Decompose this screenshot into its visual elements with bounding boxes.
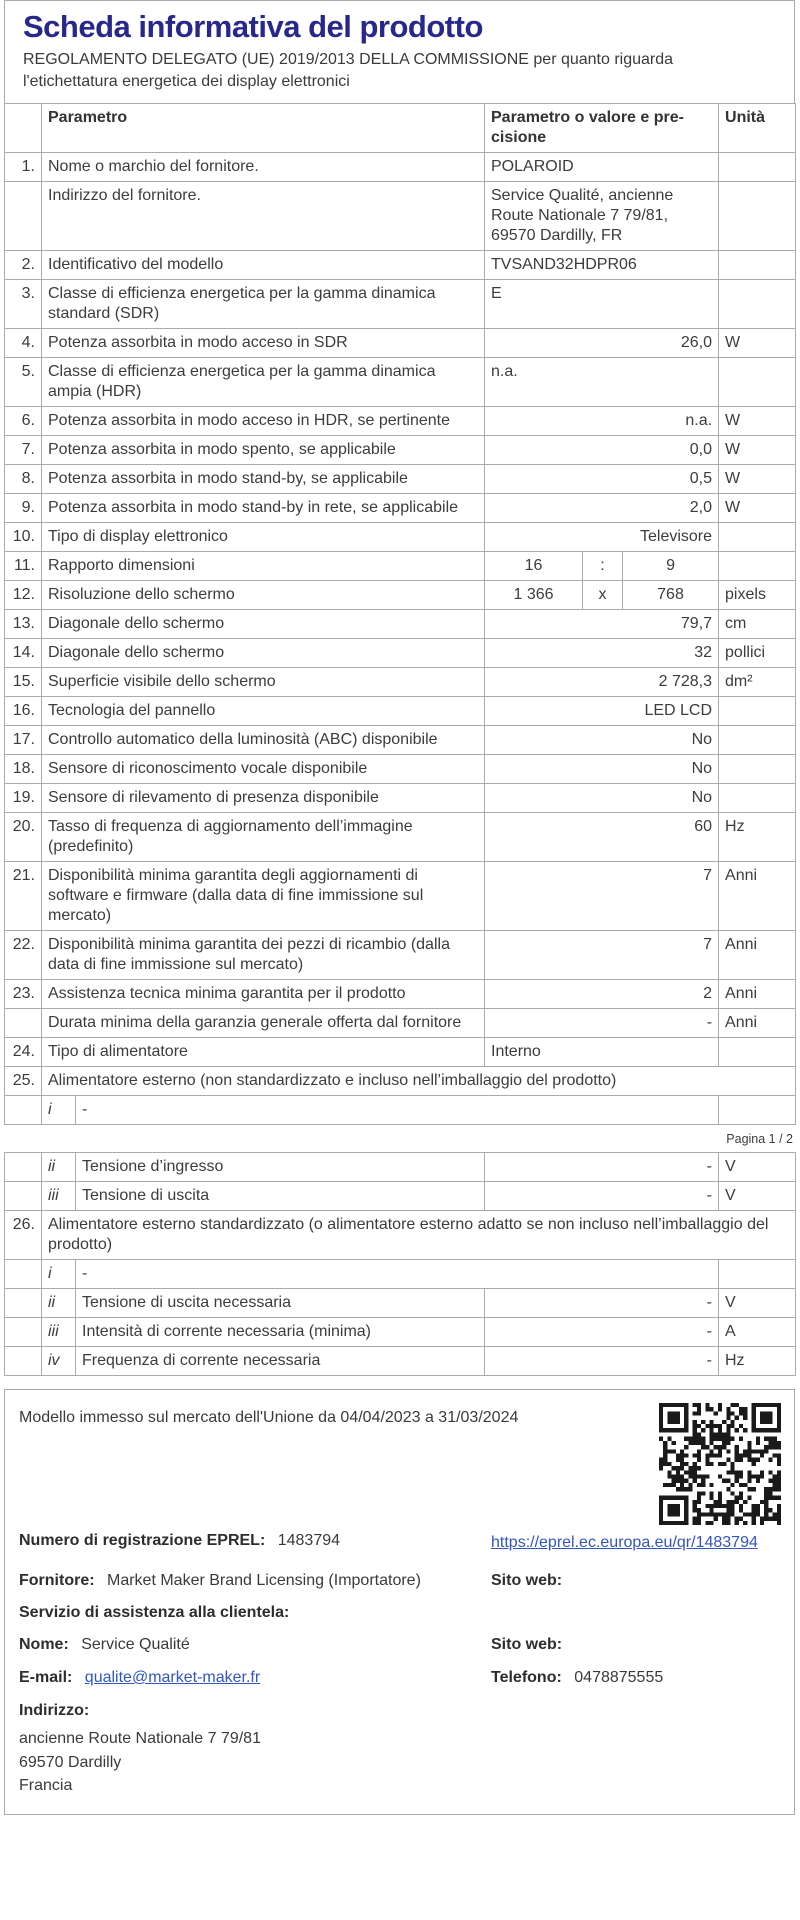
num-cell: 20. [5, 813, 42, 862]
page-title: Scheda informativa del prodotto [23, 9, 483, 44]
num-cell: 1. [5, 153, 42, 182]
website-label: Sito web: [491, 1572, 563, 1589]
table-row [5, 153, 796, 182]
table-row [5, 813, 796, 862]
value-cell: No [485, 784, 719, 813]
unit-cell [719, 1260, 796, 1289]
unit-cell: Hz [719, 1347, 796, 1376]
param-cell: Risoluzione dello schermo [42, 581, 485, 610]
num-cell: 18. [5, 755, 42, 784]
param-cell: Disponibilità minima garantita dei pezzi di ricambio (dalla data di fine immissione sul mercato) [42, 931, 485, 980]
roman-numeral-cell: iii [42, 1318, 76, 1347]
param-cell: Diagonale dello schermo [42, 639, 485, 668]
value-cell-left: 1 366 [485, 581, 583, 610]
value-cell: 32 [485, 639, 719, 668]
num-cell: 21. [5, 862, 42, 931]
unit-cell: Anni [719, 862, 796, 931]
value-cell: 79,7 [485, 610, 719, 639]
table-row [5, 1211, 796, 1260]
num-cell: 12. [5, 581, 42, 610]
param-cell: Rapporto dimensioni [42, 552, 485, 581]
table-row [5, 182, 796, 251]
supplier-label: Fornitore: [19, 1572, 95, 1589]
footer-box [4, 1389, 795, 1815]
eprel-label: Numero di registrazione EPREL: [19, 1532, 266, 1549]
unit-cell: A [719, 1318, 796, 1347]
unit-cell: V [719, 1289, 796, 1318]
num-cell: 17. [5, 726, 42, 755]
unit-cell [719, 280, 796, 329]
num-cell: 8. [5, 465, 42, 494]
num-cell [5, 1289, 42, 1318]
value-cell: - [485, 1347, 719, 1376]
unit-cell [719, 726, 796, 755]
unit-cell: dm² [719, 668, 796, 697]
unit-cell: pollici [719, 639, 796, 668]
customer-service-label: Servizio di assistenza alla clientela: [19, 1604, 290, 1621]
param-cell: Frequenza di corrente necessaria [76, 1347, 485, 1376]
table-row [5, 1067, 796, 1096]
dash-cell: - [76, 1260, 719, 1289]
param-cell: Assistenza tecnica minima garantita per il prodotto [42, 980, 485, 1009]
value-cell: E [485, 280, 719, 329]
num-cell: 2. [5, 251, 42, 280]
param-cell: Tensione di uscita [76, 1182, 485, 1211]
service-name-line [19, 1636, 491, 1654]
parameters-table-page1 [4, 103, 796, 1125]
roman-numeral-cell: iv [42, 1347, 76, 1376]
num-cell: 19. [5, 784, 42, 813]
table-row [5, 251, 796, 280]
table-row [5, 1260, 796, 1289]
value-cell: No [485, 755, 719, 784]
param-cell: Indirizzo del fornitore. [42, 182, 485, 251]
num-cell: 11. [5, 552, 42, 581]
value-cell: n.a. [485, 407, 719, 436]
roman-numeral-cell: ii [42, 1289, 76, 1318]
address-line: 69570 Dardilly [19, 1753, 122, 1771]
table-row [5, 862, 796, 931]
page-indicator: Pagina 1 / 2 [726, 1132, 793, 1146]
phone-number: 0478875555 [574, 1669, 664, 1686]
table-row [5, 980, 796, 1009]
table-row [5, 358, 796, 407]
unit-cell [719, 1038, 796, 1067]
num-cell: 23. [5, 980, 42, 1009]
table-row [5, 784, 796, 813]
regulation-subtitle: REGOLAMENTO DELEGATO (UE) 2019/2013 DELLA COMMISSIONE per quanto riguarda l'etichettatura energetica dei display elettronici [23, 51, 674, 90]
unit-cell: W [719, 494, 796, 523]
num-cell: 3. [5, 280, 42, 329]
supplier-name: Market Maker Brand Licensing (Importatore) [107, 1572, 421, 1589]
unit-cell: pixels [719, 581, 796, 610]
eprel-number: 1483794 [277, 1532, 341, 1549]
value-cell: Interno [485, 1038, 719, 1067]
value-cell: 26,0 [485, 329, 719, 358]
table-row [5, 639, 796, 668]
value-cell: n.a. [485, 358, 719, 407]
value-cell: 7 [485, 931, 719, 980]
market-period-line [19, 1407, 639, 1428]
num-cell: 10. [5, 523, 42, 552]
unit-cell [719, 358, 796, 407]
num-cell [5, 1318, 42, 1347]
table-row [5, 931, 796, 980]
value-cell-right: 9 [623, 552, 719, 581]
parameters-table-page2 [4, 1152, 796, 1376]
table-row [5, 668, 796, 697]
value-cell: 0,5 [485, 465, 719, 494]
param-cell: Sensore di riconoscimento vocale disponibile [42, 755, 485, 784]
email-label: E-mail: [19, 1669, 73, 1686]
value-cell: LED LCD [485, 697, 719, 726]
value-cell: 60 [485, 813, 719, 862]
unit-cell: W [719, 329, 796, 358]
value-cell: - [485, 1009, 719, 1038]
value-cell: 2 [485, 980, 719, 1009]
unit-cell [719, 251, 796, 280]
num-cell [5, 1347, 42, 1376]
value-cell-left: 16 [485, 552, 583, 581]
value-cell: 0,0 [485, 436, 719, 465]
num-cell: 22. [5, 931, 42, 980]
num-cell: 24. [5, 1038, 42, 1067]
num-cell [5, 1182, 42, 1211]
unit-cell [719, 697, 796, 726]
eprel-registration [19, 1532, 491, 1550]
phone-line [491, 1669, 780, 1687]
table-row [5, 726, 796, 755]
value-cell: 7 [485, 862, 719, 931]
table-row [5, 697, 796, 726]
table-row [5, 407, 796, 436]
value-cell: 2 728,3 [485, 668, 719, 697]
unit-cell: cm [719, 610, 796, 639]
unit-cell [719, 153, 796, 182]
value-cell: Service Qualité, ancienne Route Nationale 7 79/81, 69570 Dardilly, FR [485, 182, 719, 251]
address-line: Francia [19, 1777, 73, 1794]
supplier-line [19, 1572, 491, 1590]
num-cell [5, 1096, 42, 1125]
table-row [5, 610, 796, 639]
unit-cell: W [719, 465, 796, 494]
unit-cell: W [719, 407, 796, 436]
num-cell: 4. [5, 329, 42, 358]
param-cell: Disponibilità minima garantita degli aggiornamenti di software e firmware (dalla data di fine immissione sul mercato) [42, 862, 485, 931]
eprel-link[interactable]: https://eprel.ec.europa.eu/qr/1483794 [491, 1534, 758, 1551]
num-cell: 9. [5, 494, 42, 523]
num-cell: 14. [5, 639, 42, 668]
value-cell: - [485, 1153, 719, 1182]
table-row [5, 494, 796, 523]
fiche-header [4, 0, 795, 104]
value-cell: TVSAND32HDPR06 [485, 251, 719, 280]
param-cell: Tecnologia del pannello [42, 697, 485, 726]
num-cell: 5. [5, 358, 42, 407]
roman-numeral-cell: ii [42, 1153, 76, 1182]
num-cell: 16. [5, 697, 42, 726]
website2-label: Sito web: [491, 1636, 563, 1653]
table-row [5, 1096, 796, 1125]
unit-cell: Anni [719, 931, 796, 980]
value-cell: - [485, 1289, 719, 1318]
unit-cell [719, 1096, 796, 1125]
table-row [5, 581, 796, 610]
value-cell: - [485, 1182, 719, 1211]
section-param-cell: Alimentatore esterno (non standardizzato e incluso nell’imballaggio del prodotto) [42, 1067, 796, 1096]
phone-label: Telefono: [491, 1669, 562, 1686]
unit-cell: Hz [719, 813, 796, 862]
address-line: ancienne Route Nationale 7 79/81 [19, 1730, 261, 1747]
unit-cell: W [719, 436, 796, 465]
email-line [19, 1669, 491, 1687]
unit-cell: V [719, 1153, 796, 1182]
num-cell [5, 182, 42, 251]
unit-header-cell: Unità [719, 104, 796, 153]
name-label: Nome: [19, 1636, 69, 1653]
value-cell: 2,0 [485, 494, 719, 523]
table-row [5, 755, 796, 784]
unit-cell [719, 523, 796, 552]
param-cell: Tipo di alimentatore [42, 1038, 485, 1067]
table-row [5, 1009, 796, 1038]
table-row [5, 1182, 796, 1211]
table-row [5, 552, 796, 581]
roman-numeral-cell: i [42, 1096, 76, 1125]
num-cell: 6. [5, 407, 42, 436]
dash-cell: - [76, 1096, 719, 1125]
param-cell: Tasso di frequenza di aggiornamento dell’immagine (predefinito) [42, 813, 485, 862]
table-row [5, 1153, 796, 1182]
table-row [5, 436, 796, 465]
unit-cell [719, 552, 796, 581]
unit-cell: Anni [719, 980, 796, 1009]
param-cell: Potenza assorbita in modo acceso in HDR, se pertinente [42, 407, 485, 436]
value-header-cell: Parametro o valore e precisione [485, 104, 719, 153]
service-name: Service Qualité [81, 1636, 190, 1653]
value-cell: POLAROID [485, 153, 719, 182]
section-param-cell: Alimentatore esterno standardizzato (o alimentatore esterno adatto se non incluso nell’imballaggio del prodotto) [42, 1211, 796, 1260]
email-link[interactable]: qualite@market-maker.fr [84, 1669, 261, 1686]
value-cell: - [485, 1318, 719, 1347]
param-cell: Classe di efficienza energetica per la gamma dinamica standard (SDR) [42, 280, 485, 329]
table-row [5, 329, 796, 358]
num-header-cell [5, 104, 42, 153]
unit-cell: V [719, 1182, 796, 1211]
table-row [5, 465, 796, 494]
unit-cell [719, 784, 796, 813]
param-cell: Durata minima della garanzia generale offerta dal fornitore [42, 1009, 485, 1038]
param-cell: Potenza assorbita in modo stand-by, se applicabile [42, 465, 485, 494]
supplier-address [19, 1727, 780, 1798]
table-row [5, 280, 796, 329]
value-cell-right: 768 [623, 581, 719, 610]
address-label: Indirizzo: [19, 1702, 90, 1719]
param-cell: Classe di efficienza energetica per la gamma dinamica ampia (HDR) [42, 358, 485, 407]
table-row [5, 1347, 796, 1376]
num-cell: 25. [5, 1067, 42, 1096]
param-header-cell: Parametro [42, 104, 485, 153]
num-cell: 26. [5, 1211, 42, 1260]
table-row [5, 1318, 796, 1347]
qr-code-icon [659, 1403, 781, 1525]
table-row [5, 1289, 796, 1318]
num-cell: 7. [5, 436, 42, 465]
param-cell: Diagonale dello schermo [42, 610, 485, 639]
market-period-text: Modello immesso sul mercato dell'Unione da 04/04/2023 a 31/03/2024 [19, 1409, 519, 1426]
param-cell: Tensione d’ingresso [76, 1153, 485, 1182]
unit-cell [719, 182, 796, 251]
value-cell: Televisore [485, 523, 719, 552]
param-cell: Tensione di uscita necessaria [76, 1289, 485, 1318]
num-cell [5, 1153, 42, 1182]
param-cell: Superficie visibile dello schermo [42, 668, 485, 697]
table-row [5, 1038, 796, 1067]
param-cell: Controllo automatico della luminosità (ABC) disponibile [42, 726, 485, 755]
param-cell: Nome o marchio del fornitore. [42, 153, 485, 182]
table-header-row [5, 104, 796, 153]
param-cell: Potenza assorbita in modo stand-by in rete, se applicabile [42, 494, 485, 523]
param-cell: Sensore di rilevamento di presenza disponibile [42, 784, 485, 813]
param-cell: Potenza assorbita in modo acceso in SDR [42, 329, 485, 358]
unit-cell: Anni [719, 1009, 796, 1038]
value-cell-separator: x [583, 581, 623, 610]
param-cell: Intensità di corrente necessaria (minima) [76, 1318, 485, 1347]
value-cell-separator: : [583, 552, 623, 581]
param-cell: Potenza assorbita in modo spento, se applicabile [42, 436, 485, 465]
num-cell: 15. [5, 668, 42, 697]
num-cell [5, 1260, 42, 1289]
num-cell [5, 1009, 42, 1038]
unit-cell [719, 755, 796, 784]
roman-numeral-cell: iii [42, 1182, 76, 1211]
param-cell: Identificativo del modello [42, 251, 485, 280]
roman-numeral-cell: i [42, 1260, 76, 1289]
value-cell: No [485, 726, 719, 755]
num-cell: 13. [5, 610, 42, 639]
param-cell: Tipo di display elettronico [42, 523, 485, 552]
table-row [5, 523, 796, 552]
